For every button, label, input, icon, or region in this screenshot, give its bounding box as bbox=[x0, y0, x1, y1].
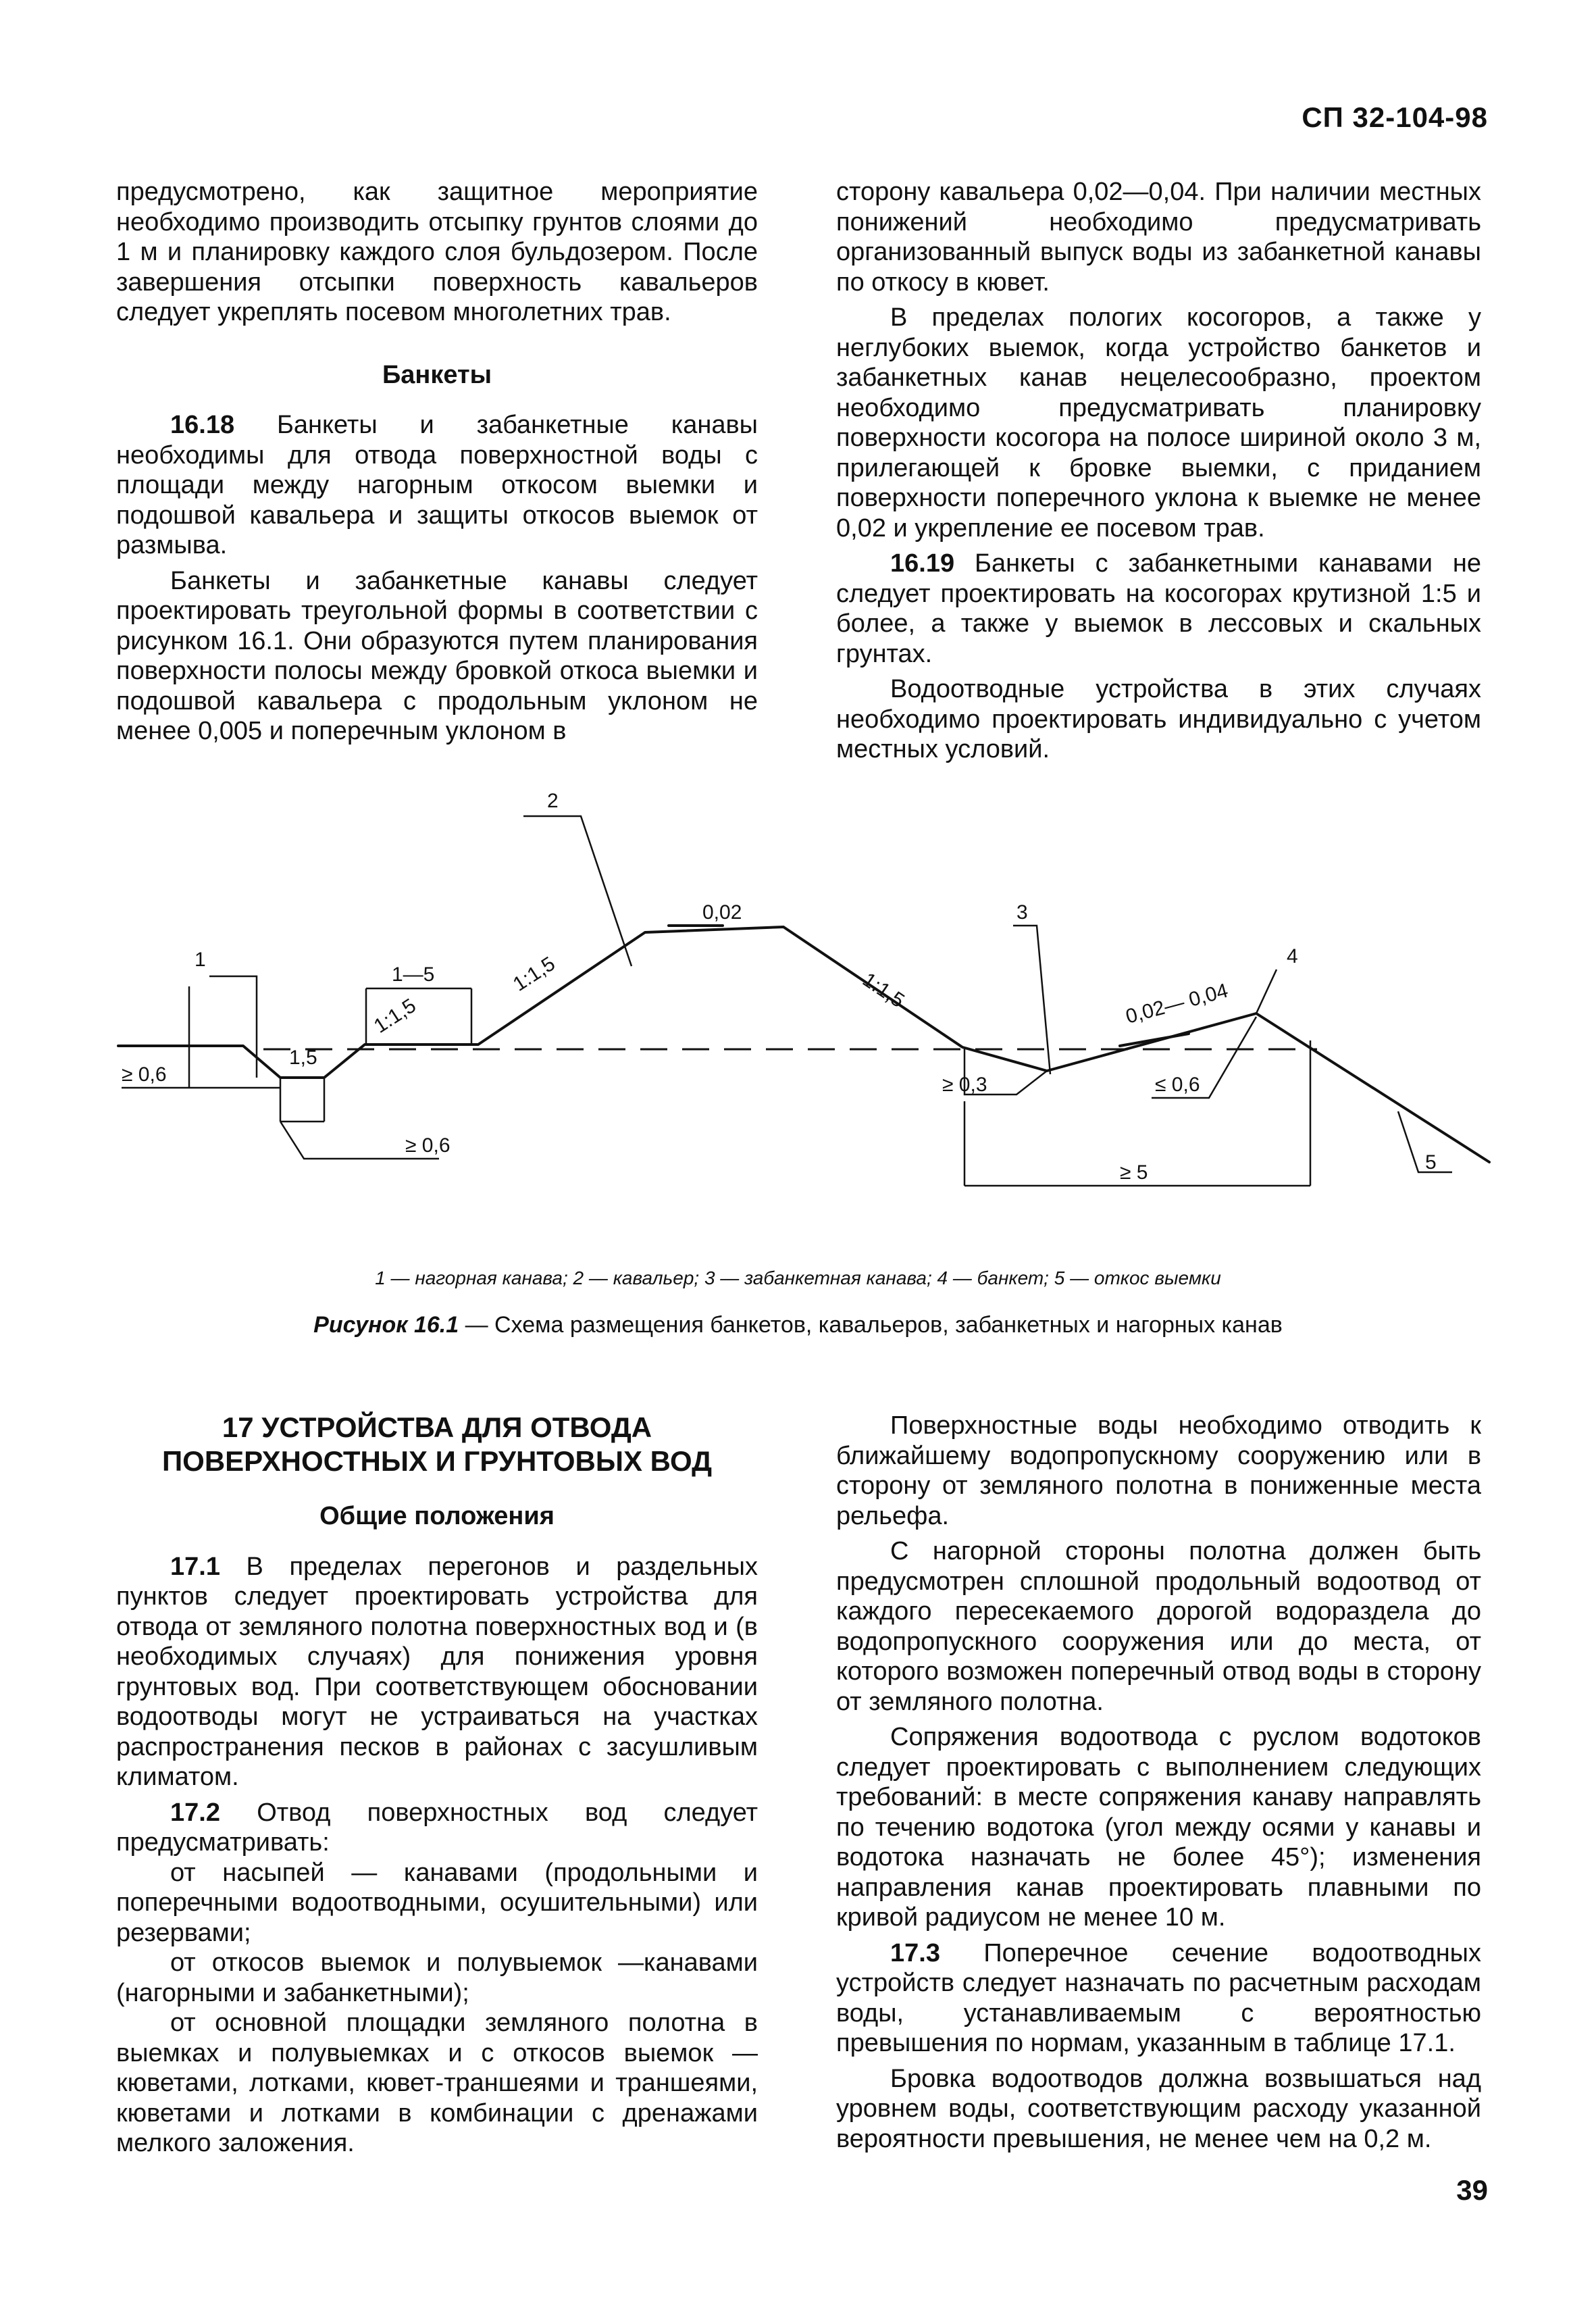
paragraph: Сопряжения водоотвода с руслом водотоков следует проектировать с выполнением следующих требований: в месте сопряжения канаву направлять по течению водотока (угол между осями у канавы и водотока назначать не более 45°); изменения направления канав проектировать плавными по кривой радиусом не менее 10 м. bbox=[836, 1723, 1481, 1932]
paragraph: Банкеты и забанкетные канавы следует проектировать треугольной формы в соответствии с рисунком 16.1. Они образуются путем планирования поверхности полосы между бровкой откоса выемки и подошвой кавальера с продольным уклоном не менее 0,005 и поперечным уклоном в bbox=[116, 566, 758, 745]
figure-legend: 1 — нагорная канава; 2 — кавальер; 3 — забанкетная канава; 4 — банкет; 5 — откос выемки bbox=[375, 1267, 1221, 1288]
slope-label-right: 1:1,5 bbox=[858, 968, 908, 1013]
clause-text: В пределах перегонов и раздельных пунктов следует проектировать устройства для отвода от земляного полотна поверхностных вод и (в необходимых случаях) для понижения уровня грунтовых вод. При соответствующем обосновании водоотводы могут не устраиваться на участках распространения песков в районах с засушливым климатом. bbox=[116, 1552, 758, 1791]
column-right-bottom bbox=[836, 1411, 1481, 2154]
dimension-label-5: ≥ 5 bbox=[1120, 1161, 1148, 1184]
paragraph: предусмотрено, как защитное мероприятие необходимо производить отсыпку грунтов слоями до 1 м и планировку каждого слоя бульдозером. После завершения отсыпки поверхность кавальеров следует укреплять посевом многолетних трав. bbox=[116, 178, 758, 326]
paragraph: Бровка водоотводов должна возвышаться над уровнем воды, соответствующим расходу указанной вероятности превышения, не менее чем на 0,2 м. bbox=[836, 2064, 1481, 2153]
dimension-label-06-bottom: ≥ 0,6 bbox=[405, 1134, 451, 1157]
figure-label-3: 3 bbox=[1016, 901, 1028, 924]
list-item: от насыпей — канавами (продольными и поперечными водоотводными, осушительными) или резервами; bbox=[116, 1858, 758, 1947]
slope-label-small: 1:1,5 bbox=[369, 994, 420, 1038]
column-left-top bbox=[116, 177, 758, 747]
ground-profile bbox=[118, 927, 1489, 1162]
paragraph-16-18 bbox=[116, 410, 758, 561]
paragraph-17-3 bbox=[836, 1938, 1481, 2059]
dimension-label-06-left: ≥ 0,6 bbox=[122, 1063, 167, 1086]
dimension-label-03: ≥ 0,3 bbox=[942, 1074, 987, 1096]
clause-number: 17.1 bbox=[170, 1552, 220, 1581]
leader-1 bbox=[209, 976, 257, 1078]
caption-label: Рисунок 16.1 bbox=[313, 1312, 459, 1338]
leader-2 bbox=[523, 816, 632, 966]
cross-section-diagram bbox=[101, 790, 1506, 1209]
clause-text: Отвод поверхностных вод следует предусматривать: bbox=[116, 1798, 758, 1857]
leader-3 bbox=[1013, 926, 1050, 1074]
clause-text: Банкеты с забанкетными канавами не следует проектировать на косогорах крутизной 1:5 и более, а также у выемок в лессовых и скальных грунтах. bbox=[836, 549, 1481, 668]
page-number: 39 bbox=[1456, 2174, 1488, 2206]
dimension-label-002: 0,02 bbox=[702, 901, 742, 924]
paragraph-17-1 bbox=[116, 1552, 758, 1792]
column-right-top bbox=[836, 177, 1481, 765]
paragraph-16-19 bbox=[836, 549, 1481, 669]
clause-text: Поперечное сечение водоотводных устройств следует назначать по расчетным расходам воды, устанавливаемым с вероятностью превышения по нормам, указанным в таблице 17.1. bbox=[836, 1938, 1481, 2057]
list-item: от откосов выемок и полувыемок —канавами (нагорными и забанкетными); bbox=[116, 1948, 758, 2007]
figure-label-1: 1 bbox=[195, 949, 206, 971]
caption-text: — Схема размещения банкетов, кавальеров, забанкетных и нагорных канав bbox=[459, 1312, 1283, 1338]
paragraph: сторону кавальера 0,02—0,04. При наличии местных понижений необходимо предусматривать организованный выпуск воды из забанкетной канавы по откосу в кювет. bbox=[836, 178, 1481, 297]
clause-text: Банкеты и забанкетные канавы необходимы для отвода поверхностной воды с площади между нагорным откосом выемки и подошвой кавальера и защиты откосов выемок от размыва. bbox=[116, 411, 758, 559]
list-item: от основной площадки земляного полотна в выемках и полувыемках и с откосов выемок — кюветами, лотками, кювет-траншеями и траншеями, кюветами и лотками в комбинации с дренажами мелкого заложения. bbox=[116, 2009, 758, 2157]
leader-4 bbox=[1256, 970, 1277, 1013]
subheading-bankety: Банкеты bbox=[382, 360, 492, 389]
figure-caption bbox=[0, 1312, 1596, 1338]
paragraph: Водоотводные устройства в этих случаях необходимо проектировать индивидуально с учетом местных условий. bbox=[836, 675, 1481, 763]
subheading-general: Общие положения bbox=[319, 1502, 555, 1530]
figure-label-2: 2 bbox=[547, 790, 559, 812]
dimension-label-ditch: 1,5 bbox=[289, 1047, 317, 1069]
paragraph: Поверхностные воды необходимо отводить к ближайшему водопропускному сооружению или в сторону от земляного полотна в пониженные места рельефа. bbox=[836, 1411, 1481, 1530]
figure-label-4: 4 bbox=[1287, 945, 1298, 967]
slope-label-left: 1:1,5 bbox=[509, 952, 559, 996]
figure-16-1 bbox=[101, 790, 1506, 1209]
paragraph: В пределах пологих косогоров, а также у неглубоких выемок, когда устройство банкетов и забанкетных канав нецелесообразно, проектом необходимо предусматривать планировку поверхности косогора на полосе шириной около 3 м, прилегающей к бровке выемки, с приданием поверхности поперечного уклона к выемке не менее 0,02 и укрепление ее посевом трав. bbox=[836, 303, 1481, 543]
paragraph-17-2 bbox=[116, 1798, 758, 1858]
dimension-label-002-004: 0,02— 0,04 bbox=[1123, 979, 1231, 1028]
clause-number: 17.2 bbox=[170, 1798, 220, 1827]
clause-number: 16.19 bbox=[890, 549, 955, 578]
clause-number: 16.18 bbox=[170, 411, 235, 439]
document-code: СП 32-104-98 bbox=[1302, 101, 1488, 133]
dimension-label-06-right: ≤ 0,6 bbox=[1155, 1074, 1200, 1096]
section-17-title: 17 УСТРОЙСТВА ДЛЯ ОТВОДА ПОВЕРХНОСТНЫХ И ГРУНТОВЫХ ВОД bbox=[161, 1411, 713, 1477]
column-left-bottom bbox=[116, 1411, 758, 2159]
clause-number: 17.3 bbox=[890, 1938, 940, 1967]
figure-label-5: 5 bbox=[1425, 1151, 1437, 1174]
paragraph: С нагорной стороны полотна должен быть предусмотрен сплошной продольный водоотвод от каждого пересекаемого дорогой водораздела до водопропускного сооружения или до места, от которого возможен поперечный отвод воды в сторону от земляного полотна. bbox=[836, 1537, 1481, 1716]
dimension-label-1-5: 1—5 bbox=[392, 963, 435, 986]
